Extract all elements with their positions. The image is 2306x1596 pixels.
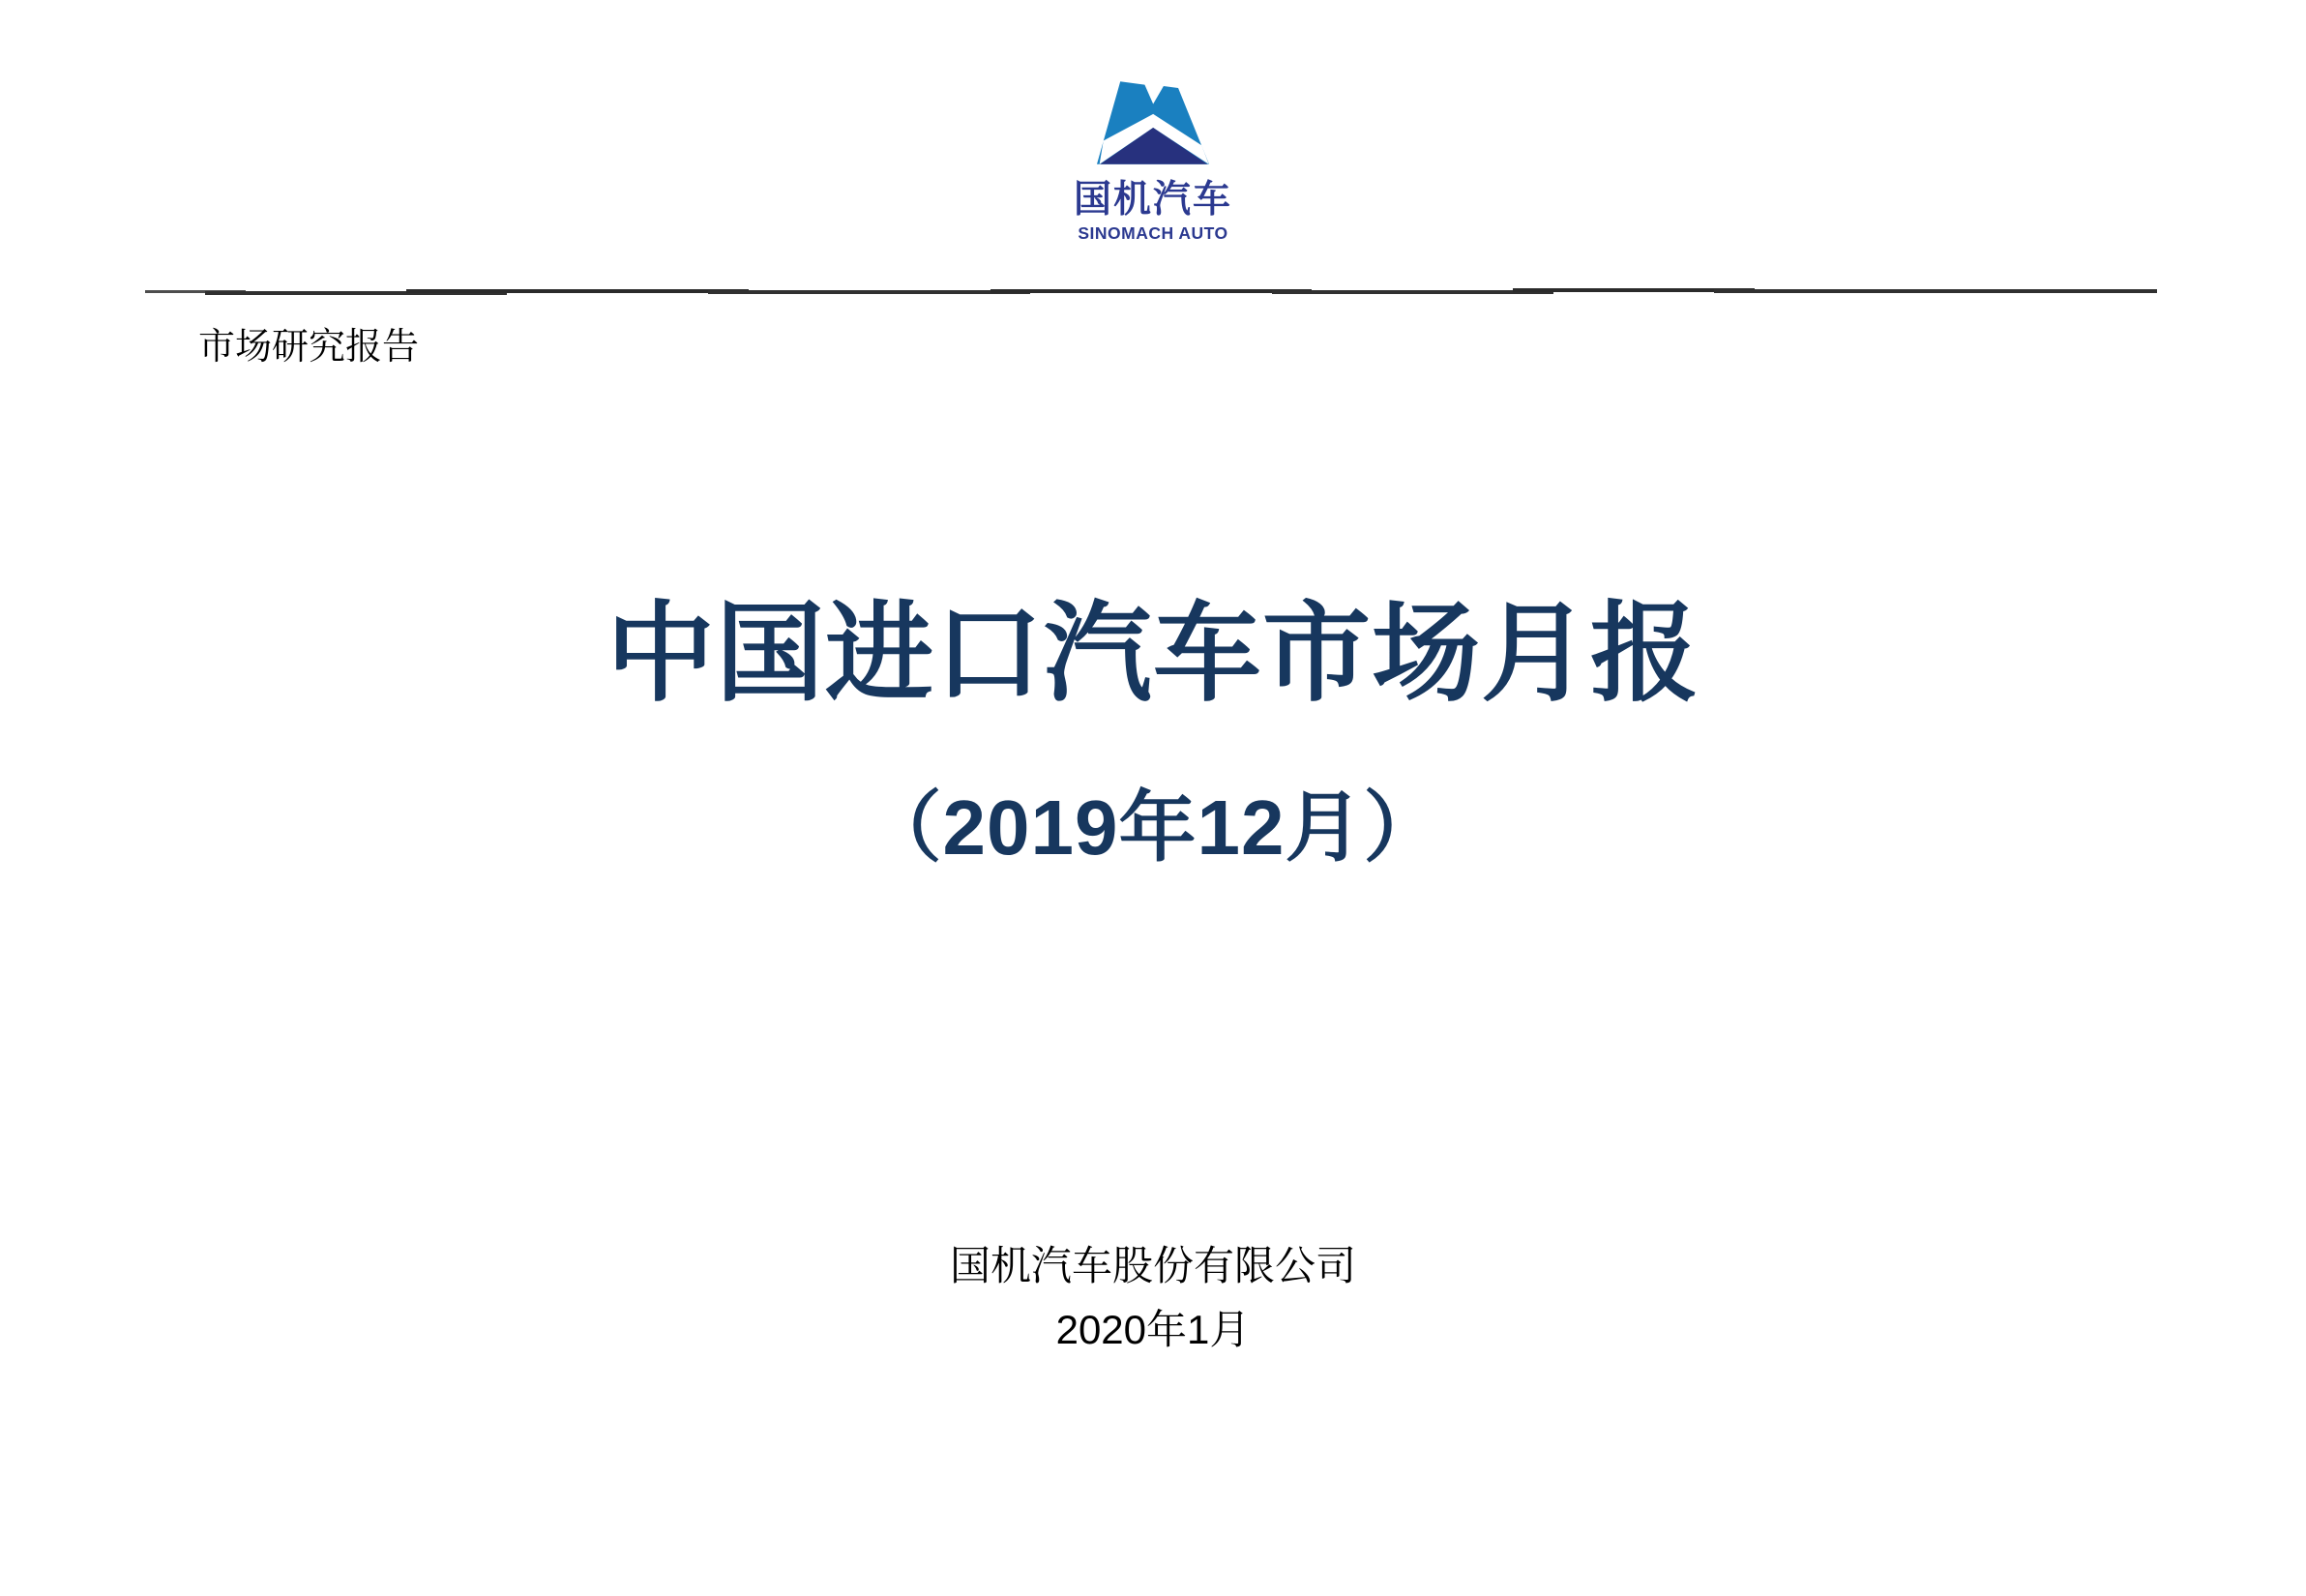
logo-en-name: SINOMACH AUTO — [1078, 223, 1228, 243]
logo — [0, 81, 2306, 243]
report-title: 中国进口汽车市场月报 — [606, 593, 1700, 714]
publish-date: 2020年1月 — [1055, 1307, 1251, 1352]
sinomach-logo-icon — [1097, 81, 1209, 164]
category-label: 市场研究报告 — [198, 327, 420, 368]
divider-segment — [1714, 289, 2157, 293]
footer — [0, 1243, 2306, 1352]
divider-segment — [990, 289, 1313, 293]
divider-segment — [406, 289, 749, 293]
header-divider — [145, 288, 2157, 296]
company-name: 国机汽车股份有限公司 — [949, 1243, 1356, 1288]
report-subtitle: （2019年12月） — [864, 784, 1442, 871]
divider-segment — [1272, 290, 1553, 294]
divider-segment — [708, 290, 1030, 294]
logo-cn-name: 国机汽车 — [1073, 179, 1232, 221]
